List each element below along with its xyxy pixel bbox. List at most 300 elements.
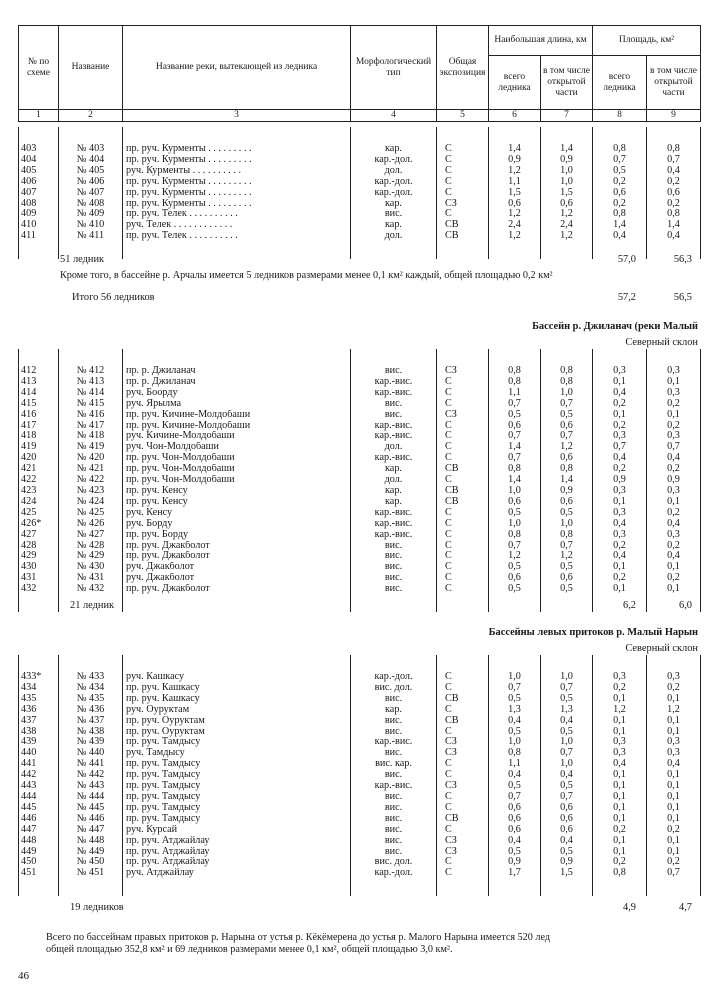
exposition: С [437, 541, 489, 552]
table-row [19, 847, 701, 858]
row-number: 412 [19, 366, 59, 377]
area-total: 0,1 [593, 694, 647, 705]
length-open: 0,6 [541, 199, 593, 210]
length-total: 0,8 [489, 377, 541, 388]
area-total: 0,3 [593, 486, 647, 497]
table-row [19, 836, 701, 847]
row-number: 414 [19, 388, 59, 399]
col-number: 7 [541, 110, 593, 122]
river-name: пр. руч. Курменты . . . . . . . . . [123, 188, 351, 199]
table-row [19, 737, 701, 748]
length-open: 0,5 [541, 584, 593, 595]
header-name: Название [59, 26, 123, 110]
glacier-name: № 443 [59, 781, 123, 792]
length-open: 0,8 [541, 464, 593, 475]
river-name: руч. Атджайлау [123, 868, 351, 879]
river-name: пр. руч. Оуруктам [123, 727, 351, 738]
area-open: 0,4 [647, 759, 701, 770]
river-name: пр. руч. Чон-Молдобаши [123, 453, 351, 464]
length-total: 0,8 [489, 366, 541, 377]
spacer-cell [19, 595, 59, 612]
river-name: пр. руч. Джакболот [123, 541, 351, 552]
glacier-name: № 416 [59, 410, 123, 421]
length-open: 0,5 [541, 410, 593, 421]
row-number: 428 [19, 541, 59, 552]
length-open: 1,0 [541, 177, 593, 188]
river-name: пр. руч. Кашкасу [123, 683, 351, 694]
length-total: 2,4 [489, 220, 541, 231]
table-row [19, 366, 701, 377]
length-open: 0,5 [541, 847, 593, 858]
morph-type: кар.-вис. [351, 519, 437, 530]
river-name: пр. руч. Кенсу [123, 486, 351, 497]
length-total: 0,5 [489, 562, 541, 573]
morph-type: кар.-вис. [351, 530, 437, 541]
length-open: 0,9 [541, 857, 593, 868]
spacer-cell [351, 242, 437, 259]
row-number: 422 [19, 475, 59, 486]
table-row [19, 475, 701, 486]
table-row [19, 716, 701, 727]
length-total: 0,5 [489, 584, 541, 595]
area-open: 0,4 [647, 453, 701, 464]
table-row [19, 541, 701, 552]
area-total: 0,4 [593, 388, 647, 399]
spacer-cell [123, 349, 351, 366]
morph-type: кар.-вис. [351, 421, 437, 432]
area-open: 0,3 [647, 431, 701, 442]
length-open: 1,4 [541, 144, 593, 155]
river-name: пр. руч. Чон-Молдобаши [123, 464, 351, 475]
area-open: 0,2 [647, 857, 701, 868]
block3-total-open: 4,7 [679, 902, 692, 913]
glacier-name: № 447 [59, 825, 123, 836]
spacer-cell [489, 349, 541, 366]
table-row [19, 209, 701, 220]
table-row [19, 694, 701, 705]
area-open: 0,2 [647, 541, 701, 552]
exposition: СЗ [437, 199, 489, 210]
exposition: СВ [437, 716, 489, 727]
table-row [19, 421, 701, 432]
area-open: 0,8 [647, 209, 701, 220]
header-area-total: всего ледника [593, 56, 647, 110]
glacier-name: № 411 [59, 231, 123, 242]
exposition: С [437, 584, 489, 595]
area-total: 0,2 [593, 541, 647, 552]
exposition: С [437, 431, 489, 442]
exposition: С [437, 399, 489, 410]
table-row [19, 562, 701, 573]
row-number: 413 [19, 377, 59, 388]
row-number: 421 [19, 464, 59, 475]
section3-slope: Северный склон [625, 643, 698, 654]
spacer-cell [123, 595, 351, 612]
morph-type: вис. кар. [351, 759, 437, 770]
river-name: руч. Оуруктам [123, 705, 351, 716]
row-number: 403 [19, 144, 59, 155]
exposition: С [437, 727, 489, 738]
area-open: 0,7 [647, 442, 701, 453]
block3-total-label: 19 ледников [70, 902, 124, 913]
area-open: 0,8 [647, 144, 701, 155]
glacier-name: № 404 [59, 155, 123, 166]
row-number: 446 [19, 814, 59, 825]
length-open: 0,5 [541, 562, 593, 573]
river-name: пр. руч. Кичине-Молдобаши [123, 421, 351, 432]
length-open: 0,6 [541, 803, 593, 814]
spacer-cell [437, 127, 489, 144]
glacier-name: № 450 [59, 857, 123, 868]
area-total: 0,4 [593, 231, 647, 242]
length-total: 1,2 [489, 209, 541, 220]
river-name: пр. руч. Борду [123, 530, 351, 541]
river-name: руч. Кичине-Молдобаши [123, 431, 351, 442]
block1-total-label: 51 ледник [60, 254, 105, 265]
table-row [19, 781, 701, 792]
morph-type: кар. [351, 144, 437, 155]
spacer-cell [351, 349, 437, 366]
area-open: 0,6 [647, 188, 701, 199]
morph-type: кар.-вис. [351, 453, 437, 464]
length-open: 1,0 [541, 672, 593, 683]
length-open: 0,9 [541, 486, 593, 497]
block1-grand-open: 56,5 [673, 292, 692, 303]
table-row [19, 486, 701, 497]
river-name: руч. Телек . . . . . . . . . . . . [123, 220, 351, 231]
glacier-name: № 419 [59, 442, 123, 453]
morph-type: вис. [351, 551, 437, 562]
exposition: С [437, 209, 489, 220]
area-total: 0,3 [593, 508, 647, 519]
river-name: пр. руч. Кашкасу [123, 694, 351, 705]
row-number: 432 [19, 584, 59, 595]
area-total: 0,3 [593, 748, 647, 759]
row-number: 435 [19, 694, 59, 705]
spacer-cell [437, 655, 489, 672]
morph-type: вис. [351, 562, 437, 573]
header-river: Название реки, вытекающей из ледника [123, 26, 351, 110]
table-row [19, 748, 701, 759]
morph-type: кар.-вис. [351, 388, 437, 399]
length-total: 1,5 [489, 188, 541, 199]
area-open: 0,1 [647, 694, 701, 705]
row-number: 426* [19, 519, 59, 530]
length-open: 0,6 [541, 814, 593, 825]
area-open: 0,2 [647, 177, 701, 188]
spacer-cell [541, 595, 593, 612]
morph-type: вис. [351, 209, 437, 220]
glacier-name: № 425 [59, 508, 123, 519]
length-open: 1,0 [541, 759, 593, 770]
glacier-name: № 436 [59, 705, 123, 716]
row-number: 440 [19, 748, 59, 759]
spacer-cell [489, 879, 541, 896]
row-number: 406 [19, 177, 59, 188]
river-name: руч. Кенсу [123, 508, 351, 519]
length-total: 1,2 [489, 231, 541, 242]
footer-summary-line-2: общей площадью 352,8 км² и 69 ледников размерами менее 0,1 км², общей площадью 3,0 км². [46, 944, 453, 955]
exposition: С [437, 442, 489, 453]
exposition: СЗ [437, 781, 489, 792]
area-total: 0,8 [593, 144, 647, 155]
length-total: 0,7 [489, 792, 541, 803]
area-open: 0,3 [647, 530, 701, 541]
area-open: 0,2 [647, 464, 701, 475]
exposition: С [437, 770, 489, 781]
length-total: 0,6 [489, 497, 541, 508]
table-row [19, 155, 701, 166]
length-open: 0,6 [541, 825, 593, 836]
river-name: пр. руч. Курменты . . . . . . . . . [123, 155, 351, 166]
table-header [18, 25, 701, 122]
exposition: С [437, 825, 489, 836]
area-open: 0,2 [647, 683, 701, 694]
length-open: 0,4 [541, 716, 593, 727]
length-open: 0,7 [541, 792, 593, 803]
spacer-cell [59, 349, 123, 366]
river-name: пр. р. Джиланач [123, 377, 351, 388]
table-row [19, 530, 701, 541]
table-block-2 [18, 349, 701, 612]
morph-type: вис. [351, 399, 437, 410]
river-name: руч. Кашкасу [123, 672, 351, 683]
spacer-cell [593, 349, 647, 366]
row-number: 411 [19, 231, 59, 242]
glacier-name: № 446 [59, 814, 123, 825]
length-open: 0,8 [541, 366, 593, 377]
exposition: СЗ [437, 366, 489, 377]
table-row [19, 144, 701, 155]
spacer-cell [489, 242, 541, 259]
length-total: 0,7 [489, 431, 541, 442]
block1-note: Кроме того, в бассейне р. Арчалы имеется 5 ледников размерами менее 0,1 км² каждый, общей площадью 0,2 км² [60, 270, 553, 281]
glacier-name: № 417 [59, 421, 123, 432]
glacier-name: № 435 [59, 694, 123, 705]
morph-type: кар.-вис. [351, 508, 437, 519]
glacier-name: № 407 [59, 188, 123, 199]
morph-type: кар.-вис. [351, 431, 437, 442]
glacier-name: № 414 [59, 388, 123, 399]
table-row [19, 519, 701, 530]
length-total: 0,6 [489, 573, 541, 584]
length-total: 0,6 [489, 199, 541, 210]
glacier-name: № 430 [59, 562, 123, 573]
table-row [19, 188, 701, 199]
area-open: 0,3 [647, 748, 701, 759]
length-total: 1,0 [489, 737, 541, 748]
area-total: 0,5 [593, 166, 647, 177]
length-total: 1,2 [489, 551, 541, 562]
exposition: СЗ [437, 737, 489, 748]
morph-type: вис. [351, 770, 437, 781]
section3-title: Бассейны левых притоков р. Малый Нарын [488, 627, 698, 638]
row-number: 423 [19, 486, 59, 497]
river-name: пр. руч. Курменты . . . . . . . . . [123, 144, 351, 155]
exposition: С [437, 792, 489, 803]
glacier-name: № 410 [59, 220, 123, 231]
spacer-cell [541, 879, 593, 896]
area-open: 0,1 [647, 781, 701, 792]
area-total: 0,1 [593, 562, 647, 573]
area-total: 0,2 [593, 421, 647, 432]
exposition: С [437, 519, 489, 530]
glacier-name: № 428 [59, 541, 123, 552]
morph-type: кар. [351, 199, 437, 210]
header-length: Наибольшая длина, км [489, 26, 593, 56]
glacier-name: № 421 [59, 464, 123, 475]
area-total: 0,1 [593, 770, 647, 781]
table-row [19, 199, 701, 210]
row-number: 424 [19, 497, 59, 508]
glacier-name: № 451 [59, 868, 123, 879]
area-total: 0,2 [593, 177, 647, 188]
morph-type: кар.-дол. [351, 672, 437, 683]
morph-type: вис. [351, 847, 437, 858]
length-open: 0,4 [541, 770, 593, 781]
length-total: 0,6 [489, 421, 541, 432]
table-row [19, 727, 701, 738]
river-name: пр. руч. Тамдысу [123, 770, 351, 781]
length-open: 0,6 [541, 453, 593, 464]
glacier-name: № 403 [59, 144, 123, 155]
area-open: 0,3 [647, 486, 701, 497]
length-total: 0,7 [489, 399, 541, 410]
spacer-cell [647, 655, 701, 672]
row-number: 415 [19, 399, 59, 410]
area-total: 0,7 [593, 155, 647, 166]
exposition: С [437, 868, 489, 879]
row-number: 437 [19, 716, 59, 727]
exposition: С [437, 705, 489, 716]
exposition: СЗ [437, 410, 489, 421]
glacier-name: № 449 [59, 847, 123, 858]
table-row [19, 705, 701, 716]
spacer-cell [123, 655, 351, 672]
table-row [19, 177, 701, 188]
length-total: 1,1 [489, 177, 541, 188]
spacer-cell [541, 349, 593, 366]
area-total: 0,2 [593, 573, 647, 584]
area-total: 0,7 [593, 442, 647, 453]
river-name: руч. Борду [123, 519, 351, 530]
spacer-cell [123, 879, 351, 896]
river-name: пр. руч. Атджайлау [123, 847, 351, 858]
exposition: С [437, 155, 489, 166]
glacier-name: № 413 [59, 377, 123, 388]
glacier-name: № 437 [59, 716, 123, 727]
length-total: 0,4 [489, 836, 541, 847]
river-name: руч. Джакболот [123, 573, 351, 584]
table-row [19, 803, 701, 814]
length-open: 0,7 [541, 431, 593, 442]
length-total: 1,1 [489, 759, 541, 770]
morph-type: дол. [351, 442, 437, 453]
area-total: 0,1 [593, 847, 647, 858]
length-open: 1,2 [541, 231, 593, 242]
glacier-name: № 412 [59, 366, 123, 377]
table-row [19, 814, 701, 825]
row-number: 420 [19, 453, 59, 464]
glacier-name: № 434 [59, 683, 123, 694]
exposition: С [437, 551, 489, 562]
row-number: 444 [19, 792, 59, 803]
length-open: 0,7 [541, 399, 593, 410]
length-total: 0,7 [489, 541, 541, 552]
spacer-cell [593, 127, 647, 144]
row-number: 450 [19, 857, 59, 868]
area-total: 0,2 [593, 464, 647, 475]
length-open: 0,8 [541, 377, 593, 388]
area-total: 0,8 [593, 209, 647, 220]
spacer-cell [19, 879, 59, 896]
length-open: 1,0 [541, 388, 593, 399]
row-number: 430 [19, 562, 59, 573]
spacer-cell [489, 595, 541, 612]
header-length-total: всего ледника [489, 56, 541, 110]
area-total: 0,4 [593, 453, 647, 464]
glacier-name: № 406 [59, 177, 123, 188]
table-row [19, 497, 701, 508]
area-open: 0,2 [647, 421, 701, 432]
exposition: С [437, 562, 489, 573]
exposition: С [437, 188, 489, 199]
area-open: 0,2 [647, 825, 701, 836]
morph-type: вис. [351, 803, 437, 814]
exposition: С [437, 672, 489, 683]
glacier-name: № 420 [59, 453, 123, 464]
exposition: С [437, 475, 489, 486]
table-row [19, 825, 701, 836]
block2-total-open: 6,0 [679, 600, 692, 611]
glacier-name: № 422 [59, 475, 123, 486]
river-name: пр. руч. Джакболот [123, 551, 351, 562]
table-row [19, 453, 701, 464]
length-open: 1,2 [541, 551, 593, 562]
exposition: С [437, 857, 489, 868]
page-number: 46 [18, 970, 29, 982]
morph-type: дол. [351, 166, 437, 177]
area-open: 0,1 [647, 716, 701, 727]
table-row [19, 220, 701, 231]
section2-title: Бассейн р. Джиланач (реки Малый [532, 321, 698, 332]
row-number: 433* [19, 672, 59, 683]
area-total: 0,1 [593, 803, 647, 814]
block2-total-label: 21 ледник [70, 600, 115, 611]
length-open: 1,2 [541, 442, 593, 453]
area-open: 0,3 [647, 737, 701, 748]
row-number: 447 [19, 825, 59, 836]
length-open: 2,4 [541, 220, 593, 231]
col-number: 9 [647, 110, 701, 122]
morph-type: кар. [351, 464, 437, 475]
area-open: 0,2 [647, 573, 701, 584]
spacer-cell [541, 655, 593, 672]
morph-type: вис. [351, 366, 437, 377]
row-number: 416 [19, 410, 59, 421]
area-total: 0,6 [593, 188, 647, 199]
area-open: 0,1 [647, 792, 701, 803]
area-open: 0,1 [647, 497, 701, 508]
river-name: руч. Курсай [123, 825, 351, 836]
row-number: 427 [19, 530, 59, 541]
length-open: 1,2 [541, 209, 593, 220]
length-total: 0,8 [489, 530, 541, 541]
glacier-name: № 405 [59, 166, 123, 177]
glacier-name: № 439 [59, 737, 123, 748]
length-total: 1,1 [489, 388, 541, 399]
river-name: пр. руч. Атджайлау [123, 857, 351, 868]
